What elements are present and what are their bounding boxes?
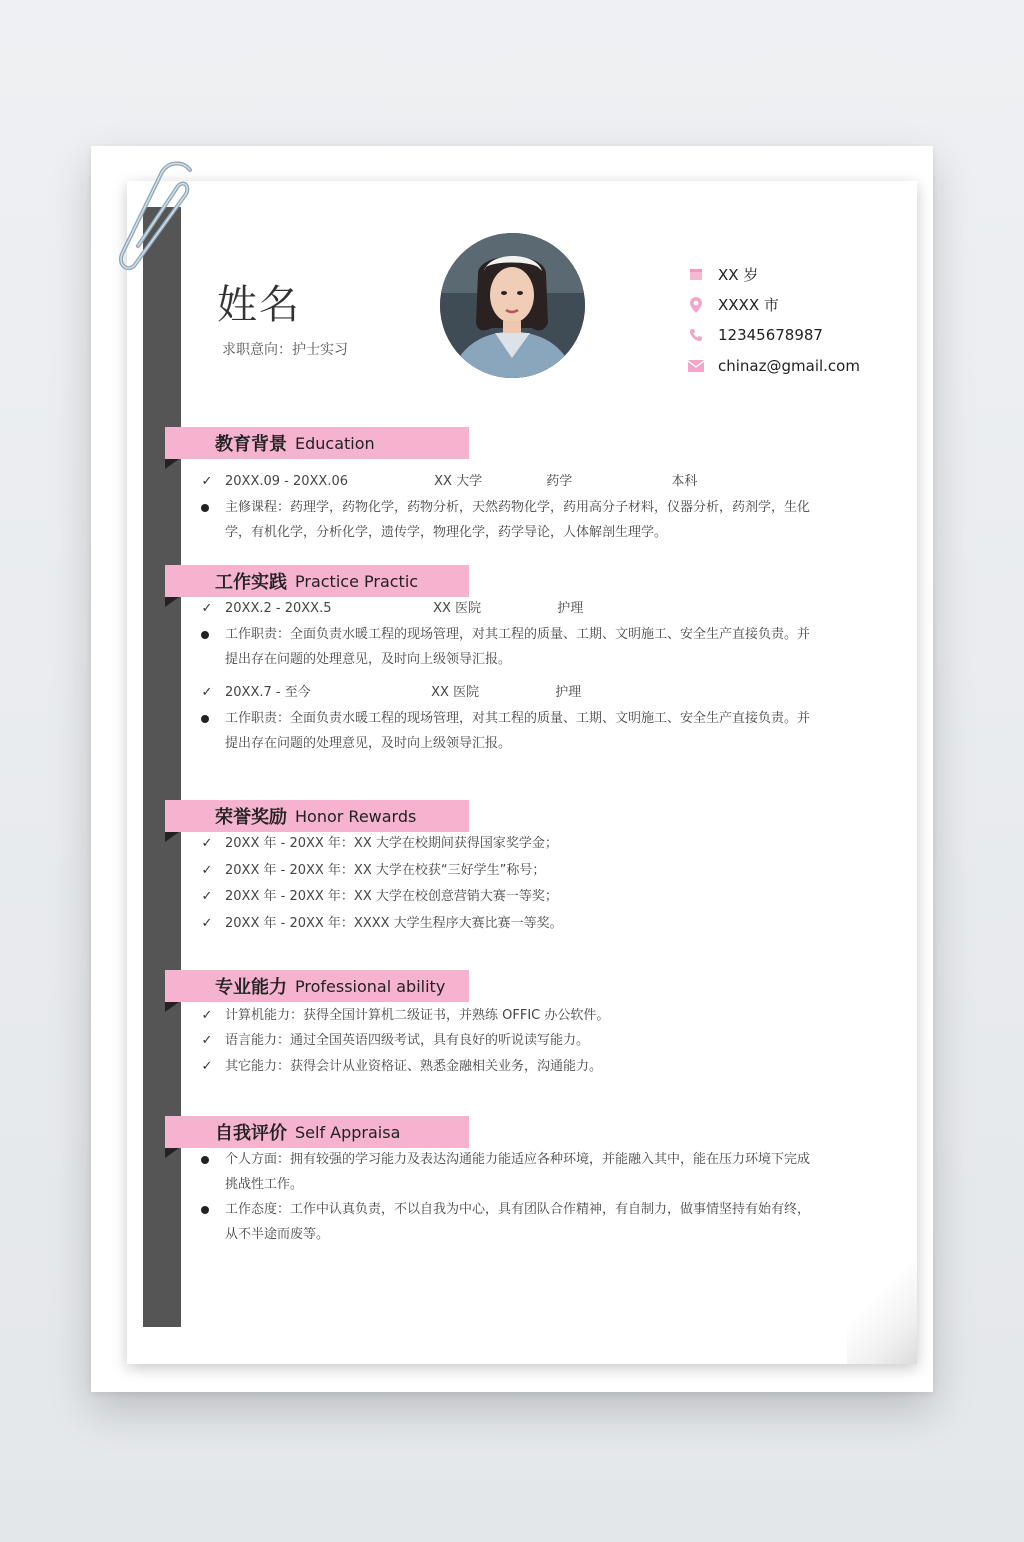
- skill-text: 计算机能力：获得全国计算机二级证书，并熟练 OFFIC 办公软件。: [225, 1008, 610, 1023]
- city-text: XXXX 市: [718, 296, 779, 315]
- honor-item: [201, 911, 563, 936]
- check-icon: ✓: [201, 916, 213, 931]
- edu-school: XX 大学: [434, 474, 483, 489]
- avatar: [440, 233, 585, 378]
- honor-text: 20XX 年 - 20XX 年：XX 大学在校期间获得国家奖学金；: [225, 836, 558, 851]
- corner-fold: [165, 1002, 179, 1012]
- honor-item: [201, 858, 546, 883]
- check-icon: ✓: [201, 1008, 213, 1023]
- check-icon: ✓: [201, 836, 213, 851]
- mail-icon: [687, 358, 705, 374]
- job-role: 护理: [557, 601, 584, 616]
- contact-email: [687, 351, 860, 382]
- check-icon: ✓: [201, 863, 213, 878]
- bullet-icon: [201, 1206, 209, 1214]
- honor-item: [201, 884, 558, 909]
- side-bar: [143, 207, 181, 1327]
- honor-text: 20XX 年 - 20XX 年：XXXX 大学生程序大赛比赛一等奖。: [225, 916, 563, 931]
- contact-phone: [687, 320, 860, 351]
- section-title-en: Practice Practic: [295, 571, 419, 591]
- section-self-header: [165, 1116, 469, 1148]
- corner-fold: [165, 459, 179, 469]
- resume-page: [127, 181, 917, 1364]
- phone-text: 12345678987: [718, 326, 823, 345]
- section-title-en: Self Appraisa: [295, 1122, 401, 1142]
- job-desc-text: 工作职责：全面负责水暖工程的现场管理，对其工程的质量、工期、文明施工、安全生产直接负责。并提出存在问题的处理意见，及时向上级领导汇报。: [225, 627, 811, 667]
- job-desc: [225, 622, 815, 672]
- job-desc-text: 工作职责：全面负责水暖工程的现场管理，对其工程的质量、工期、文明施工、安全生产直接负责。并提出存在问题的处理意见，及时向上级领导汇报。: [225, 711, 811, 751]
- edu-degree: 本科: [671, 474, 698, 489]
- check-icon: ✓: [201, 474, 213, 489]
- section-title-en: Education: [295, 433, 375, 453]
- candidate-name: 姓名: [217, 282, 301, 328]
- honor-item: [201, 831, 558, 856]
- bullet-icon: [201, 631, 209, 639]
- skill-text: 其它能力：获得会计从业资格证、熟悉金融相关业务，沟通能力。: [225, 1059, 603, 1074]
- section-title-zh: 工作实践: [215, 572, 287, 593]
- section-title-zh: 教育背景: [215, 434, 287, 455]
- courses-text: 主修课程：药理学，药物化学，药物分析，天然药物化学，药用高分子材料，仪器分析，药剂学，生化学，有机化学，分析化学，遗传学，物理化学，药学导论，人体解剖生理学。: [225, 500, 811, 540]
- skill-item: [201, 1054, 603, 1079]
- honor-text: 20XX 年 - 20XX 年：XX 大学在校获“三好学生”称号；: [225, 863, 546, 878]
- job-role: 护理: [555, 685, 582, 700]
- self-text: 个人方面：拥有较强的学习能力及表达沟通能力能适应各种环境，并能融入其中，能在压力环境下完成挑战性工作。: [225, 1152, 811, 1192]
- self-item: [225, 1147, 815, 1197]
- section-education-header: [165, 427, 469, 459]
- check-icon: ✓: [201, 889, 213, 904]
- edu-date: 20XX.09 - 20XX.06: [225, 474, 349, 489]
- location-icon: [687, 297, 705, 313]
- self-text: 工作态度：工作中认真负责，不以自我为中心，具有团队合作精神，有自制力，做事情坚持有始有终，从不半途而废等。: [225, 1202, 811, 1242]
- paperclip-icon: [112, 158, 212, 278]
- corner-fold: [165, 597, 179, 607]
- honor-text: 20XX 年 - 20XX 年：XX 大学在校创意营销大赛一等奖；: [225, 889, 558, 904]
- job-desc: [225, 706, 815, 756]
- education-row: [201, 469, 698, 494]
- email-text: chinaz@gmail.com: [718, 356, 860, 375]
- phone-icon: [687, 327, 705, 343]
- check-icon: ✓: [201, 1059, 213, 1074]
- check-icon: ✓: [201, 1033, 213, 1048]
- section-title-zh: 荣誉奖励: [215, 807, 287, 828]
- job-date: 20XX.2 - 20XX.5: [225, 601, 332, 616]
- section-title-en: Professional ability: [295, 976, 446, 996]
- calendar-icon: [687, 266, 705, 282]
- section-title-zh: 自我评价: [215, 1123, 287, 1144]
- check-icon: ✓: [201, 601, 213, 616]
- job-org: XX 医院: [433, 601, 482, 616]
- section-skills-header: [165, 970, 469, 1002]
- job-date: 20XX.7 - 至今: [225, 685, 311, 700]
- skill-item: [201, 1003, 610, 1028]
- contact-list: [687, 259, 860, 381]
- nurse-portrait-icon: [440, 233, 585, 378]
- section-practice-header: [165, 565, 469, 597]
- contact-age: [687, 259, 860, 290]
- bullet-icon: [201, 715, 209, 723]
- corner-fold: [165, 832, 179, 842]
- skill-item: [201, 1028, 590, 1053]
- job-intent: 求职意向：护士实习: [222, 342, 348, 358]
- edu-major: 药学: [546, 474, 573, 489]
- job-org: XX 医院: [431, 685, 480, 700]
- corner-fold: [165, 1148, 179, 1158]
- contact-city: [687, 290, 860, 321]
- bullet-icon: [201, 1156, 209, 1164]
- job-row: [201, 680, 582, 705]
- education-courses: [225, 495, 815, 545]
- section-title-en: Honor Rewards: [295, 806, 417, 826]
- age-text: XX 岁: [718, 265, 759, 284]
- bullet-icon: [201, 504, 209, 512]
- self-item: [225, 1197, 815, 1247]
- section-honors-header: [165, 800, 469, 832]
- section-title-zh: 专业能力: [215, 977, 287, 998]
- job-row: [201, 596, 584, 621]
- check-icon: ✓: [201, 685, 213, 700]
- page-curl: [847, 1244, 917, 1364]
- skill-text: 语言能力：通过全国英语四级考试，具有良好的听说读写能力。: [225, 1033, 590, 1048]
